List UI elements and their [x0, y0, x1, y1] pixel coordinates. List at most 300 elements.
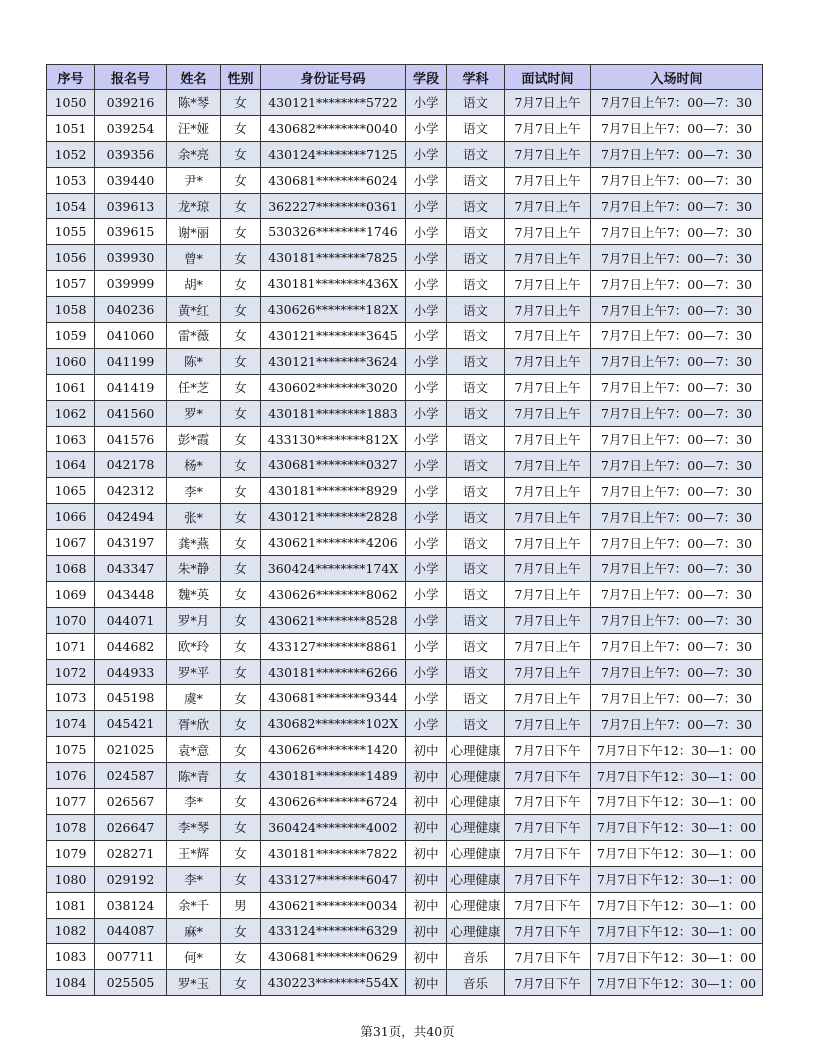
cell-seq: 1083	[47, 944, 95, 970]
cell-id-number: 430121********3624	[261, 348, 406, 374]
cell-entry-time: 7月7日上午7：00—7：30	[591, 271, 763, 297]
cell-subject: 语文	[447, 711, 505, 737]
cell-entry-time: 7月7日上午7：00—7：30	[591, 141, 763, 167]
cell-subject: 语文	[447, 348, 505, 374]
cell-name: 虞*	[167, 685, 221, 711]
cell-seq: 1077	[47, 789, 95, 815]
cell-id-number: 430181********6266	[261, 659, 406, 685]
cell-gender: 女	[221, 323, 261, 349]
cell-reg-no: 039613	[95, 193, 167, 219]
cell-reg-no: 029192	[95, 866, 167, 892]
cell-gender: 女	[221, 814, 261, 840]
table-row	[47, 141, 763, 167]
cell-seq: 1053	[47, 167, 95, 193]
cell-entry-time: 7月7日上午7：00—7：30	[591, 530, 763, 556]
cell-level: 初中	[406, 944, 447, 970]
cell-seq: 1061	[47, 374, 95, 400]
cell-seq: 1051	[47, 115, 95, 141]
cell-level: 初中	[406, 840, 447, 866]
cell-subject: 语文	[447, 167, 505, 193]
cell-level: 初中	[406, 892, 447, 918]
cell-reg-no: 045421	[95, 711, 167, 737]
cell-name: 谢*丽	[167, 219, 221, 245]
cell-interview-time: 7月7日上午	[505, 659, 591, 685]
cell-gender: 女	[221, 374, 261, 400]
cell-interview-time: 7月7日上午	[505, 581, 591, 607]
cell-interview-time: 7月7日上午	[505, 400, 591, 426]
cell-gender: 女	[221, 90, 261, 116]
cell-subject: 语文	[447, 400, 505, 426]
cell-level: 小学	[406, 193, 447, 219]
cell-subject: 语文	[447, 115, 505, 141]
cell-interview-time: 7月7日上午	[505, 504, 591, 530]
cell-entry-time: 7月7日上午7：00—7：30	[591, 633, 763, 659]
cell-id-number: 433127********8861	[261, 633, 406, 659]
table-row	[47, 556, 763, 582]
cell-level: 小学	[406, 115, 447, 141]
cell-name: 余*千	[167, 892, 221, 918]
cell-entry-time: 7月7日上午7：00—7：30	[591, 659, 763, 685]
cell-name: 余*亮	[167, 141, 221, 167]
cell-reg-no: 039216	[95, 90, 167, 116]
cell-seq: 1069	[47, 581, 95, 607]
cell-id-number: 430223********554X	[261, 970, 406, 996]
cell-subject: 心理健康	[447, 814, 505, 840]
cell-subject: 语文	[447, 581, 505, 607]
cell-seq: 1071	[47, 633, 95, 659]
cell-gender: 女	[221, 348, 261, 374]
header-id-number: 身份证号码	[261, 65, 406, 90]
cell-name: 李*	[167, 478, 221, 504]
cell-level: 小学	[406, 348, 447, 374]
cell-entry-time: 7月7日上午7：00—7：30	[591, 348, 763, 374]
cell-name: 曾*	[167, 245, 221, 271]
table-row	[47, 374, 763, 400]
cell-subject: 语文	[447, 90, 505, 116]
cell-id-number: 433127********6047	[261, 866, 406, 892]
cell-seq: 1054	[47, 193, 95, 219]
cell-entry-time: 7月7日上午7：00—7：30	[591, 90, 763, 116]
cell-level: 小学	[406, 141, 447, 167]
cell-id-number: 430681********6024	[261, 167, 406, 193]
cell-name: 张*	[167, 504, 221, 530]
cell-subject: 语文	[447, 219, 505, 245]
cell-interview-time: 7月7日上午	[505, 374, 591, 400]
cell-gender: 女	[221, 685, 261, 711]
cell-entry-time: 7月7日上午7：00—7：30	[591, 115, 763, 141]
cell-id-number: 430681********0327	[261, 452, 406, 478]
cell-interview-time: 7月7日上午	[505, 452, 591, 478]
header-subject: 学科	[447, 65, 505, 90]
cell-reg-no: 024587	[95, 763, 167, 789]
cell-entry-time: 7月7日上午7：00—7：30	[591, 556, 763, 582]
cell-subject: 音乐	[447, 944, 505, 970]
cell-id-number: 430121********3645	[261, 323, 406, 349]
cell-id-number: 430181********436X	[261, 271, 406, 297]
cell-reg-no: 039440	[95, 167, 167, 193]
cell-subject: 语文	[447, 607, 505, 633]
cell-interview-time: 7月7日上午	[505, 167, 591, 193]
cell-seq: 1063	[47, 426, 95, 452]
cell-subject: 语文	[447, 323, 505, 349]
cell-level: 小学	[406, 556, 447, 582]
cell-reg-no: 043197	[95, 530, 167, 556]
cell-name: 欧*玲	[167, 633, 221, 659]
cell-id-number: 430682********102X	[261, 711, 406, 737]
table-row	[47, 426, 763, 452]
cell-entry-time: 7月7日上午7：00—7：30	[591, 685, 763, 711]
cell-entry-time: 7月7日下午12：30—1：00	[591, 918, 763, 944]
cell-entry-time: 7月7日上午7：00—7：30	[591, 323, 763, 349]
cell-level: 小学	[406, 323, 447, 349]
table-row	[47, 789, 763, 815]
cell-id-number: 530326********1746	[261, 219, 406, 245]
cell-gender: 女	[221, 167, 261, 193]
cell-interview-time: 7月7日上午	[505, 530, 591, 556]
table-row	[47, 452, 763, 478]
cell-reg-no: 040236	[95, 297, 167, 323]
cell-seq: 1075	[47, 737, 95, 763]
cell-entry-time: 7月7日下午12：30—1：00	[591, 763, 763, 789]
cell-interview-time: 7月7日上午	[505, 193, 591, 219]
cell-interview-time: 7月7日下午	[505, 814, 591, 840]
cell-id-number: 362227********0361	[261, 193, 406, 219]
cell-interview-time: 7月7日上午	[505, 685, 591, 711]
cell-reg-no: 026567	[95, 789, 167, 815]
cell-seq: 1064	[47, 452, 95, 478]
cell-gender: 女	[221, 245, 261, 271]
cell-name: 李*	[167, 789, 221, 815]
cell-level: 初中	[406, 970, 447, 996]
cell-subject: 语文	[447, 530, 505, 556]
cell-name: 雷*薇	[167, 323, 221, 349]
table-row	[47, 90, 763, 116]
cell-interview-time: 7月7日下午	[505, 840, 591, 866]
table-row	[47, 504, 763, 530]
cell-name: 尹*	[167, 167, 221, 193]
cell-interview-time: 7月7日上午	[505, 297, 591, 323]
cell-id-number: 430124********7125	[261, 141, 406, 167]
cell-interview-time: 7月7日上午	[505, 478, 591, 504]
cell-gender: 女	[221, 711, 261, 737]
cell-entry-time: 7月7日上午7：00—7：30	[591, 167, 763, 193]
table-row	[47, 763, 763, 789]
cell-id-number: 430681********9344	[261, 685, 406, 711]
cell-id-number: 430626********1420	[261, 737, 406, 763]
cell-id-number: 430681********0629	[261, 944, 406, 970]
cell-subject: 语文	[447, 374, 505, 400]
cell-subject: 心理健康	[447, 763, 505, 789]
candidate-table	[46, 64, 763, 996]
cell-interview-time: 7月7日下午	[505, 737, 591, 763]
table-row	[47, 970, 763, 996]
header-gender: 性别	[221, 65, 261, 90]
cell-reg-no: 041560	[95, 400, 167, 426]
cell-name: 胡*	[167, 271, 221, 297]
cell-gender: 女	[221, 452, 261, 478]
header-name: 姓名	[167, 65, 221, 90]
cell-subject: 语文	[447, 245, 505, 271]
cell-id-number: 433124********6329	[261, 918, 406, 944]
cell-subject: 心理健康	[447, 840, 505, 866]
cell-id-number: 430626********8062	[261, 581, 406, 607]
table-row	[47, 711, 763, 737]
cell-reg-no: 042494	[95, 504, 167, 530]
cell-entry-time: 7月7日下午12：30—1：00	[591, 737, 763, 763]
cell-reg-no: 039930	[95, 245, 167, 271]
cell-entry-time: 7月7日上午7：00—7：30	[591, 426, 763, 452]
cell-id-number: 430626********182X	[261, 297, 406, 323]
table-row	[47, 323, 763, 349]
table-row	[47, 115, 763, 141]
cell-gender: 女	[221, 556, 261, 582]
table-row	[47, 944, 763, 970]
cell-name: 朱*静	[167, 556, 221, 582]
cell-interview-time: 7月7日上午	[505, 607, 591, 633]
cell-subject: 心理健康	[447, 892, 505, 918]
cell-interview-time: 7月7日上午	[505, 219, 591, 245]
header-entry-time: 入场时间	[591, 65, 763, 90]
cell-name: 魏*英	[167, 581, 221, 607]
cell-level: 小学	[406, 90, 447, 116]
cell-level: 小学	[406, 711, 447, 737]
cell-entry-time: 7月7日上午7：00—7：30	[591, 504, 763, 530]
cell-name: 龙*琼	[167, 193, 221, 219]
cell-name: 何*	[167, 944, 221, 970]
cell-id-number: 430181********7825	[261, 245, 406, 271]
header-interview-time: 面试时间	[505, 65, 591, 90]
cell-reg-no: 043448	[95, 581, 167, 607]
table-row	[47, 581, 763, 607]
table-row	[47, 659, 763, 685]
table-row	[47, 348, 763, 374]
cell-level: 小学	[406, 478, 447, 504]
cell-gender: 女	[221, 918, 261, 944]
cell-entry-time: 7月7日上午7：00—7：30	[591, 607, 763, 633]
cell-interview-time: 7月7日下午	[505, 970, 591, 996]
cell-seq: 1078	[47, 814, 95, 840]
cell-gender: 女	[221, 789, 261, 815]
cell-entry-time: 7月7日上午7：00—7：30	[591, 219, 763, 245]
cell-id-number: 430682********0040	[261, 115, 406, 141]
cell-gender: 女	[221, 219, 261, 245]
cell-id-number: 430621********8528	[261, 607, 406, 633]
cell-name: 杨*	[167, 452, 221, 478]
cell-name: 陈*	[167, 348, 221, 374]
cell-subject: 语文	[447, 141, 505, 167]
cell-id-number: 430626********6724	[261, 789, 406, 815]
cell-seq: 1056	[47, 245, 95, 271]
cell-entry-time: 7月7日下午12：30—1：00	[591, 840, 763, 866]
cell-entry-time: 7月7日下午12：30—1：00	[591, 944, 763, 970]
cell-interview-time: 7月7日下午	[505, 892, 591, 918]
cell-seq: 1070	[47, 607, 95, 633]
cell-name: 罗*平	[167, 659, 221, 685]
header-level: 学段	[406, 65, 447, 90]
cell-reg-no: 042312	[95, 478, 167, 504]
table-row	[47, 478, 763, 504]
cell-seq: 1072	[47, 659, 95, 685]
cell-name: 汪*娅	[167, 115, 221, 141]
cell-name: 彭*霞	[167, 426, 221, 452]
cell-gender: 女	[221, 970, 261, 996]
cell-id-number: 430121********2828	[261, 504, 406, 530]
cell-reg-no: 041576	[95, 426, 167, 452]
cell-name: 罗*	[167, 400, 221, 426]
cell-name: 黄*红	[167, 297, 221, 323]
cell-level: 小学	[406, 581, 447, 607]
cell-level: 小学	[406, 426, 447, 452]
cell-level: 初中	[406, 737, 447, 763]
table-row	[47, 892, 763, 918]
cell-seq: 1058	[47, 297, 95, 323]
cell-level: 初中	[406, 918, 447, 944]
cell-entry-time: 7月7日上午7：00—7：30	[591, 478, 763, 504]
cell-reg-no: 044071	[95, 607, 167, 633]
cell-seq: 1079	[47, 840, 95, 866]
cell-seq: 1068	[47, 556, 95, 582]
cell-seq: 1081	[47, 892, 95, 918]
cell-reg-no: 039999	[95, 271, 167, 297]
cell-id-number: 430621********4206	[261, 530, 406, 556]
cell-level: 小学	[406, 400, 447, 426]
cell-gender: 女	[221, 866, 261, 892]
table-row	[47, 607, 763, 633]
cell-interview-time: 7月7日上午	[505, 271, 591, 297]
cell-reg-no: 007711	[95, 944, 167, 970]
cell-subject: 心理健康	[447, 918, 505, 944]
cell-id-number: 430621********0034	[261, 892, 406, 918]
cell-id-number: 360424********4002	[261, 814, 406, 840]
cell-subject: 语文	[447, 633, 505, 659]
cell-name: 袁*意	[167, 737, 221, 763]
cell-gender: 女	[221, 763, 261, 789]
cell-gender: 女	[221, 737, 261, 763]
cell-seq: 1052	[47, 141, 95, 167]
table-row	[47, 814, 763, 840]
cell-reg-no: 044933	[95, 659, 167, 685]
cell-seq: 1073	[47, 685, 95, 711]
cell-reg-no: 028271	[95, 840, 167, 866]
cell-seq: 1082	[47, 918, 95, 944]
cell-reg-no: 041199	[95, 348, 167, 374]
table-row	[47, 193, 763, 219]
cell-seq: 1084	[47, 970, 95, 996]
cell-interview-time: 7月7日上午	[505, 141, 591, 167]
cell-entry-time: 7月7日上午7：00—7：30	[591, 581, 763, 607]
cell-seq: 1067	[47, 530, 95, 556]
cell-subject: 语文	[447, 685, 505, 711]
table-row	[47, 297, 763, 323]
cell-subject: 语文	[447, 193, 505, 219]
cell-level: 小学	[406, 452, 447, 478]
cell-subject: 语文	[447, 556, 505, 582]
cell-level: 小学	[406, 685, 447, 711]
cell-reg-no: 044682	[95, 633, 167, 659]
cell-level: 小学	[406, 374, 447, 400]
cell-entry-time: 7月7日上午7：00—7：30	[591, 245, 763, 271]
table-row	[47, 840, 763, 866]
cell-subject: 心理健康	[447, 789, 505, 815]
cell-gender: 女	[221, 530, 261, 556]
cell-seq: 1074	[47, 711, 95, 737]
cell-reg-no: 043347	[95, 556, 167, 582]
cell-subject: 语文	[447, 659, 505, 685]
cell-reg-no: 039615	[95, 219, 167, 245]
cell-gender: 女	[221, 607, 261, 633]
cell-level: 初中	[406, 814, 447, 840]
cell-entry-time: 7月7日上午7：00—7：30	[591, 711, 763, 737]
cell-seq: 1062	[47, 400, 95, 426]
cell-level: 小学	[406, 504, 447, 530]
cell-interview-time: 7月7日上午	[505, 90, 591, 116]
cell-gender: 女	[221, 426, 261, 452]
cell-level: 初中	[406, 866, 447, 892]
cell-level: 小学	[406, 245, 447, 271]
cell-reg-no: 025505	[95, 970, 167, 996]
cell-name: 王*辉	[167, 840, 221, 866]
cell-id-number: 360424********174X	[261, 556, 406, 582]
cell-seq: 1076	[47, 763, 95, 789]
cell-level: 小学	[406, 633, 447, 659]
cell-subject: 语文	[447, 478, 505, 504]
cell-name: 麻*	[167, 918, 221, 944]
cell-id-number: 430181********1883	[261, 400, 406, 426]
table-row	[47, 633, 763, 659]
cell-name: 任*芝	[167, 374, 221, 400]
cell-gender: 女	[221, 271, 261, 297]
header-row	[47, 65, 763, 90]
cell-interview-time: 7月7日上午	[505, 323, 591, 349]
header-seq: 序号	[47, 65, 95, 90]
table-row	[47, 400, 763, 426]
cell-interview-time: 7月7日上午	[505, 245, 591, 271]
cell-seq: 1065	[47, 478, 95, 504]
table-row	[47, 219, 763, 245]
cell-level: 小学	[406, 271, 447, 297]
cell-interview-time: 7月7日上午	[505, 115, 591, 141]
cell-gender: 女	[221, 193, 261, 219]
cell-seq: 1059	[47, 323, 95, 349]
cell-level: 小学	[406, 297, 447, 323]
cell-reg-no: 039254	[95, 115, 167, 141]
cell-id-number: 430602********3020	[261, 374, 406, 400]
cell-reg-no: 021025	[95, 737, 167, 763]
cell-name: 胥*欣	[167, 711, 221, 737]
cell-interview-time: 7月7日下午	[505, 866, 591, 892]
table-row	[47, 918, 763, 944]
cell-interview-time: 7月7日下午	[505, 789, 591, 815]
cell-subject: 语文	[447, 426, 505, 452]
cell-id-number: 430181********8929	[261, 478, 406, 504]
cell-id-number: 433130********812X	[261, 426, 406, 452]
cell-reg-no: 042178	[95, 452, 167, 478]
cell-subject: 语文	[447, 297, 505, 323]
cell-name: 李*	[167, 866, 221, 892]
cell-entry-time: 7月7日下午12：30—1：00	[591, 814, 763, 840]
cell-seq: 1066	[47, 504, 95, 530]
cell-gender: 女	[221, 141, 261, 167]
table-row	[47, 271, 763, 297]
cell-name: 李*琴	[167, 814, 221, 840]
cell-level: 小学	[406, 659, 447, 685]
cell-gender: 女	[221, 297, 261, 323]
cell-gender: 女	[221, 400, 261, 426]
cell-id-number: 430121********5722	[261, 90, 406, 116]
cell-gender: 女	[221, 633, 261, 659]
cell-gender: 女	[221, 840, 261, 866]
cell-gender: 女	[221, 478, 261, 504]
